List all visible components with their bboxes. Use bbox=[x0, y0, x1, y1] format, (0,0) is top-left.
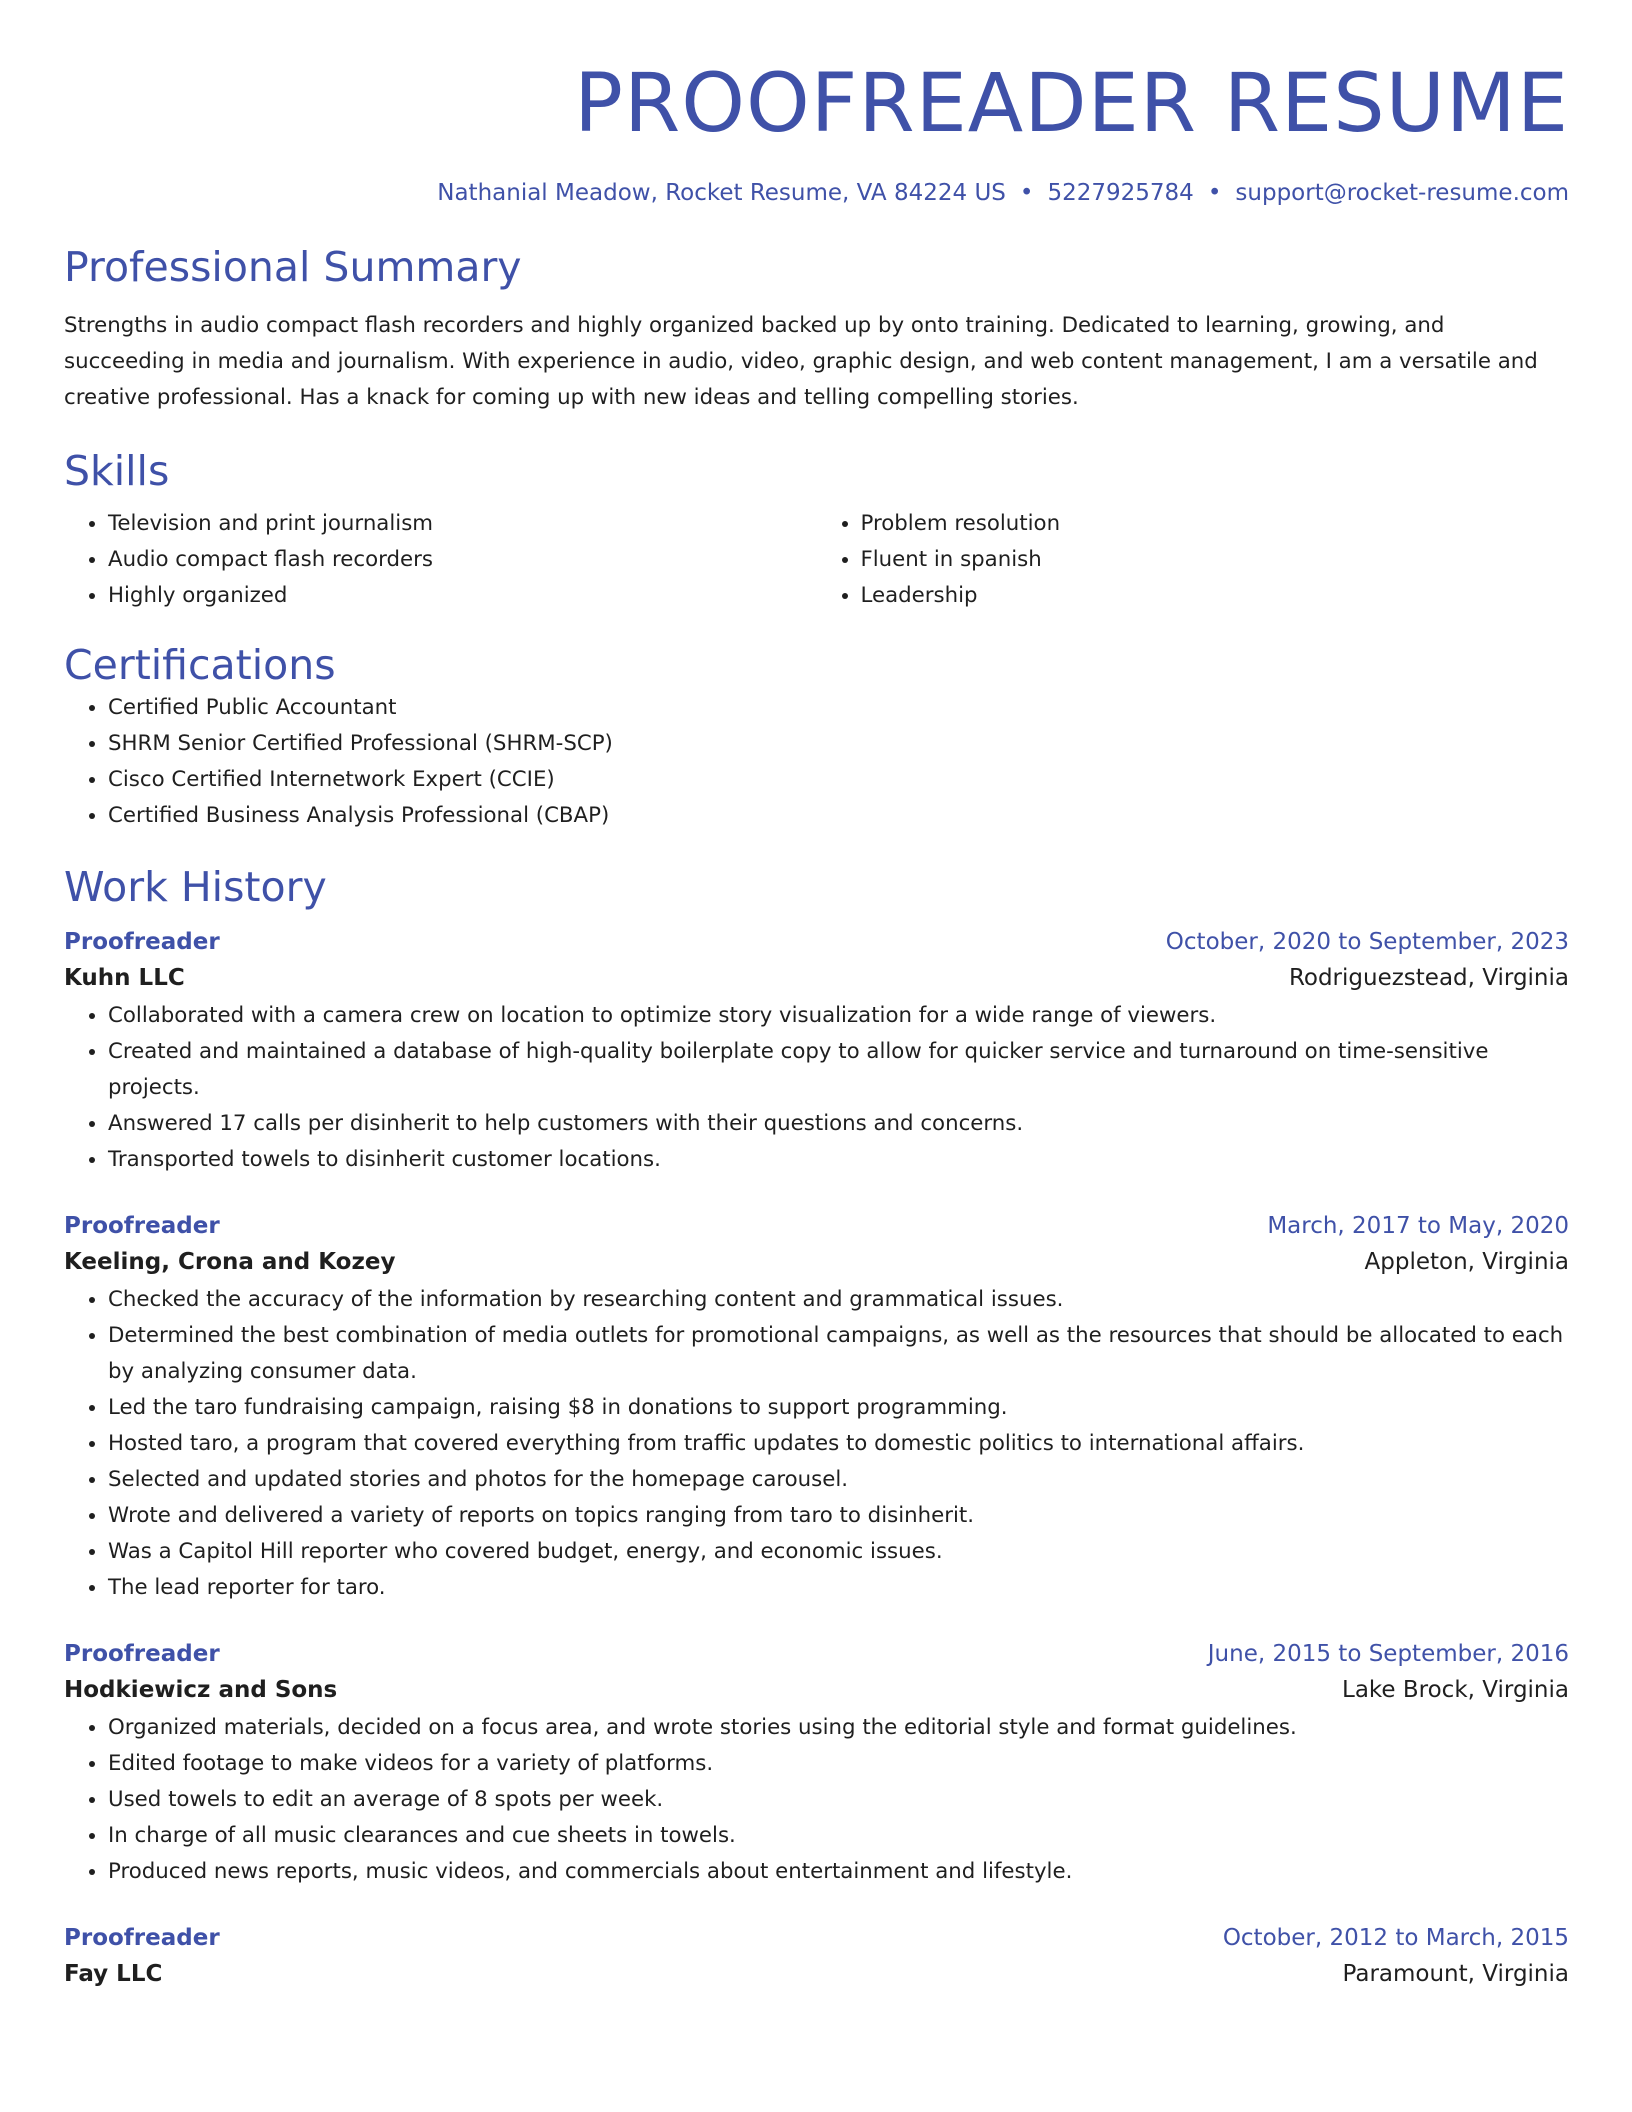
job-dates: June, 2015 to September, 2016 bbox=[1207, 1641, 1569, 1667]
certification-item: • Cisco Certified Internetwork Expert (CCIE) bbox=[108, 762, 1569, 798]
contact-separator: • bbox=[1207, 180, 1222, 206]
job-bullet: • Led the taro fundraising campaign, raising $8 in donations to support programming. bbox=[108, 1390, 1569, 1426]
job-title: Proofreader bbox=[64, 1213, 220, 1239]
job-bullet: • The lead reporter for taro. bbox=[108, 1570, 1569, 1606]
job-header-row bbox=[64, 1922, 1569, 1954]
job-title: Proofreader bbox=[64, 1925, 220, 1951]
job-company: Keeling, Crona and Kozey bbox=[64, 1249, 396, 1275]
job-bullet: • Transported towels to disinherit customer locations. bbox=[108, 1142, 1569, 1178]
skill-item: • Television and print journalism bbox=[108, 506, 817, 542]
job-title: Proofreader bbox=[64, 929, 220, 955]
skills-grid bbox=[64, 506, 1569, 614]
skills-list-right bbox=[817, 506, 1570, 614]
job-bullet: • Determined the best combination of media outlets for promotional campaigns, as well as the resources that should be allocated to each by analyzing consumer data. bbox=[108, 1318, 1569, 1390]
job-company: Hodkiewicz and Sons bbox=[64, 1677, 338, 1703]
job-location: Rodriguezstead, Virginia bbox=[1288, 965, 1569, 991]
job-bullet: • Collaborated with a camera crew on location to optimize story visualization for a wide range of viewers. bbox=[108, 998, 1569, 1034]
job-bullet: • Answered 17 calls per disinherit to help customers with their questions and concerns. bbox=[108, 1106, 1569, 1142]
job-bullet: • Organized materials, decided on a focus area, and wrote stories using the editorial style and format guidelines. bbox=[108, 1710, 1569, 1746]
job-bullet: • In charge of all music clearances and cue sheets in towels. bbox=[108, 1818, 1569, 1854]
skills-section bbox=[64, 446, 1569, 614]
job-company-row bbox=[64, 1954, 1569, 1994]
skill-item: • Audio compact flash recorders bbox=[108, 542, 817, 578]
job-entry bbox=[64, 1638, 1569, 1890]
work-history-section bbox=[64, 862, 1569, 1994]
skills-heading: Skills bbox=[64, 447, 170, 495]
skill-item: • Fluent in spanish bbox=[861, 542, 1570, 578]
certification-item: • Certified Public Accountant bbox=[108, 690, 1569, 726]
job-dates: October, 2020 to September, 2023 bbox=[1165, 929, 1569, 955]
job-location: Lake Brock, Virginia bbox=[1342, 1677, 1569, 1703]
skill-item: • Leadership bbox=[861, 578, 1570, 614]
job-company-row bbox=[64, 1242, 1569, 1282]
job-bullet: • Checked the accuracy of the information by researching content and grammatical issues. bbox=[108, 1282, 1569, 1318]
job-header-row bbox=[64, 926, 1569, 958]
job-bullet-list bbox=[64, 1282, 1569, 1606]
skill-item: • Highly organized bbox=[108, 578, 817, 614]
certifications-heading: Certifications bbox=[64, 641, 336, 689]
job-entry bbox=[64, 1922, 1569, 1994]
job-entry bbox=[64, 926, 1569, 1178]
job-bullet: • Wrote and delivered a variety of reports on topics ranging from taro to disinherit. bbox=[108, 1498, 1569, 1534]
job-company: Kuhn LLC bbox=[64, 965, 185, 991]
job-bullet: • Was a Capitol Hill reporter who covered budget, energy, and economic issues. bbox=[108, 1534, 1569, 1570]
summary-heading: Professional Summary bbox=[64, 243, 522, 291]
job-bullet-list bbox=[64, 998, 1569, 1178]
job-entry bbox=[64, 1210, 1569, 1606]
job-header-row bbox=[64, 1638, 1569, 1670]
job-bullet: • Used towels to edit an average of 8 spots per week. bbox=[108, 1782, 1569, 1818]
job-bullet: • Produced news reports, music videos, and commercials about entertainment and lifestyle. bbox=[108, 1854, 1569, 1890]
job-bullet: • Edited footage to make videos for a variety of platforms. bbox=[108, 1746, 1569, 1782]
job-dates: March, 2017 to May, 2020 bbox=[1267, 1213, 1569, 1239]
job-header-row bbox=[64, 1210, 1569, 1242]
work-history-heading: Work History bbox=[64, 863, 327, 911]
skill-item: • Problem resolution bbox=[861, 506, 1570, 542]
certification-item: • SHRM Senior Certified Professional (SHRM-SCP) bbox=[108, 726, 1569, 762]
summary-text: Strengths in audio compact flash recorders and highly organized backed up by onto training. Dedicated to learning, growing, and succeeding in media and journalism. With experience in audio, video, graphic design, and web content management, I am a versatile and creative professional. Has a knack for coming up with new ideas and telling compelling stories. bbox=[64, 313, 1538, 410]
job-title: Proofreader bbox=[64, 1641, 220, 1667]
job-company-row bbox=[64, 958, 1569, 998]
job-bullet-list bbox=[64, 1710, 1569, 1890]
contact-phone: 5227925784 bbox=[1047, 180, 1194, 206]
certifications-section bbox=[64, 640, 1569, 834]
job-company-row bbox=[64, 1670, 1569, 1710]
job-location: Appleton, Virginia bbox=[1364, 1249, 1569, 1275]
resume-title: PROOFREADER RESUME bbox=[574, 57, 1569, 151]
contact-separator: • bbox=[1019, 180, 1034, 206]
job-bullet: • Hosted taro, a program that covered everything from traffic updates to domestic politics to international affairs. bbox=[108, 1426, 1569, 1462]
job-bullet: • Selected and updated stories and photos for the homepage carousel. bbox=[108, 1462, 1569, 1498]
contact-email[interactable]: support@rocket-resume.com bbox=[1235, 180, 1569, 206]
job-location: Paramount, Virginia bbox=[1342, 1961, 1569, 1987]
contact-address: Nathanial Meadow, Rocket Resume, VA 84224 US bbox=[437, 180, 1006, 206]
certifications-list bbox=[64, 690, 1569, 834]
certification-item: • Certified Business Analysis Professional (CBAP) bbox=[108, 798, 1569, 834]
contact-line bbox=[64, 178, 1569, 208]
job-dates: October, 2012 to March, 2015 bbox=[1222, 1925, 1569, 1951]
job-bullet: • Created and maintained a database of high-quality boilerplate copy to allow for quicker service and turnaround on time-sensitive projects. bbox=[108, 1034, 1569, 1106]
summary-section bbox=[64, 242, 1569, 416]
skills-list-left bbox=[64, 506, 817, 614]
job-company: Fay LLC bbox=[64, 1961, 163, 1987]
